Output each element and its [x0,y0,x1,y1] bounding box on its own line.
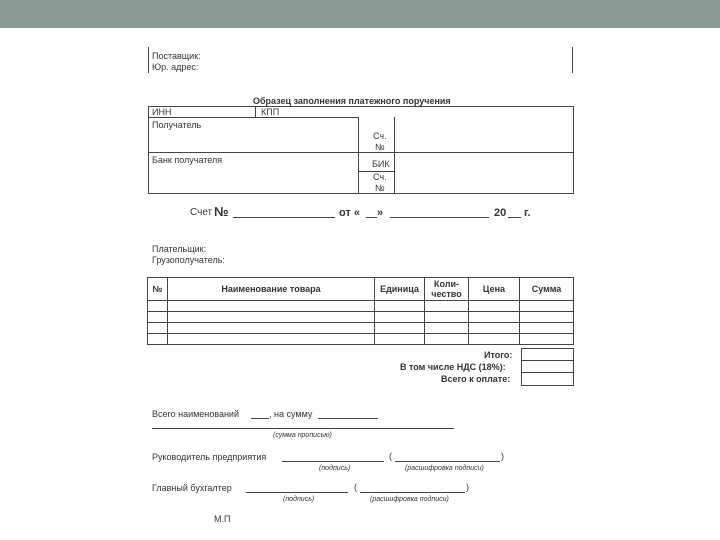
summary-text-a: Всего наименований [152,409,239,419]
header-unit: Единица [375,278,425,301]
summary-hint: (сумма прописью) [273,432,332,439]
total-cell [522,349,574,361]
supplier-right-border [572,47,573,73]
header-num: № [148,278,168,301]
accountant-sign-hint: (подпись) [283,496,315,503]
invoice-year-suffix: г. [524,207,531,219]
header-quantity: Коли-чество [425,278,469,301]
invoice-from: от « [339,207,361,219]
accountant-decode-line [360,492,465,493]
goods-table-header [148,278,574,301]
director-sign-hint: (подпись) [319,465,351,472]
account2-label-b: № [375,183,385,193]
summary-words-line [152,428,454,429]
inn-label: ИНН [152,107,172,117]
invoice-prefix: Счет [190,207,213,218]
consignee-label: Грузополучатель: [152,255,225,265]
accountant-label: Главный бухгалтер [152,483,232,493]
top-bar [0,0,720,28]
header-price: Цена [469,278,520,301]
bank-details-block [148,106,574,194]
summary-count-line [251,418,269,419]
bank-vline-1 [358,117,359,194]
vat-cell [522,361,574,373]
invoice-month-line [390,217,489,218]
invoice-year: 20 [494,207,507,219]
header-sum: Сумма [520,278,574,301]
stamp-label: М.П [214,514,231,524]
bank-vline-inn [255,106,256,117]
kpp-label: КПП [261,107,280,117]
totals-table [521,348,574,386]
table-row [148,334,574,345]
accountant-decode-hint: (расшифровка подписи) [370,496,449,503]
supplier-left-border [148,47,149,73]
bank-vline-2 [394,117,395,194]
table-row [148,323,574,334]
recipient-bank-label: Банк получателя [152,155,223,165]
account1-label-a: Сч. [373,131,387,141]
bank-line-2 [148,152,574,153]
invoice-day-line [366,217,377,218]
payer-label: Плательщик: [152,244,207,254]
table-row [148,312,574,323]
bik-label: БИК [372,159,390,169]
accountant-sign-line [246,492,348,493]
account2-label-a: Сч. [373,172,387,182]
director-decode-hint: (расшифровка подписи) [405,465,484,472]
invoice-close-quote: » [377,207,384,219]
total-label: Итого: [484,350,513,360]
director-open-paren: ( [389,451,392,461]
director-sign-line [282,461,384,462]
director-close-paren: ) [501,451,504,461]
supplier-address-label: Юр. адрес: [152,62,199,72]
accountant-open-paren: ( [354,482,357,492]
table-row [148,301,574,312]
director-decode-line [395,461,500,462]
goods-table [147,277,574,345]
invoice-number-line [233,217,335,218]
supplier-label: Поставщик: [152,51,201,61]
summary-text-b: , на сумму [269,409,313,419]
form-title: Образец заполнения платежного поручения [253,96,451,106]
bank-line-1 [148,117,358,118]
vat-label: В том числе НДС (18%): [400,362,506,372]
recipient-label: Получатель [152,120,202,130]
header-name: Наименование товара [168,278,375,301]
to-pay-cell [522,373,574,386]
to-pay-label: Всего к оплате: [441,374,511,384]
director-label: Руководитель предприятия [152,452,267,462]
account1-label-b: № [375,142,385,152]
invoice-number-sign: № [214,204,229,219]
invoice-year-line [508,217,521,218]
accountant-close-paren: ) [466,482,469,492]
summary-sum-line [318,418,378,419]
